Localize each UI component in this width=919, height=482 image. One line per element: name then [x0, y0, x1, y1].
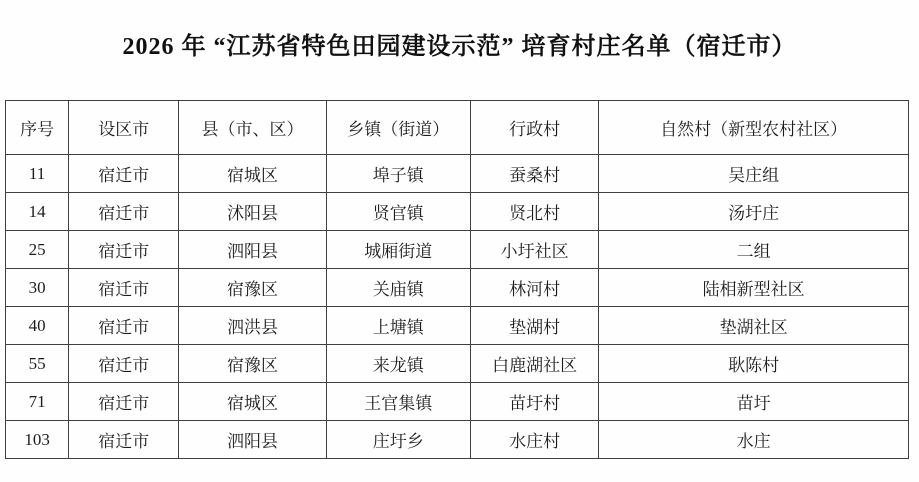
table-cell: 来龙镇 — [326, 345, 470, 383]
table-cell: 蚕桑村 — [471, 155, 599, 193]
table-cell: 埠子镇 — [326, 155, 470, 193]
column-header: 自然村（新型农村社区） — [599, 101, 909, 155]
table-cell: 贤官镇 — [326, 193, 470, 231]
table-cell: 宿迁市 — [69, 307, 179, 345]
table-cell: 宿迁市 — [69, 383, 179, 421]
table-cell: 宿迁市 — [69, 155, 179, 193]
table-cell: 泗阳县 — [179, 231, 326, 269]
table-cell: 贤北村 — [471, 193, 599, 231]
column-header: 行政村 — [471, 101, 599, 155]
table-row — [6, 155, 909, 193]
table-cell: 小圩社区 — [471, 231, 599, 269]
table-row — [6, 193, 909, 231]
table-cell: 垫湖村 — [471, 307, 599, 345]
table-cell: 40 — [6, 307, 69, 345]
table-row — [6, 231, 909, 269]
table-cell: 苗圩村 — [471, 383, 599, 421]
column-header: 序号 — [6, 101, 69, 155]
table-body — [6, 155, 909, 459]
table-cell: 庄圩乡 — [326, 421, 470, 459]
table-cell: 宿迁市 — [69, 269, 179, 307]
table-cell: 11 — [6, 155, 69, 193]
table-cell: 耿陈村 — [599, 345, 909, 383]
table-cell: 吴庄组 — [599, 155, 909, 193]
table-cell: 宿城区 — [179, 155, 326, 193]
table-cell: 55 — [6, 345, 69, 383]
table-cell: 25 — [6, 231, 69, 269]
table-cell: 宿迁市 — [69, 421, 179, 459]
table-row — [6, 345, 909, 383]
table-cell: 二组 — [599, 231, 909, 269]
table-cell: 苗圩 — [599, 383, 909, 421]
table-cell: 关庙镇 — [326, 269, 470, 307]
table-cell: 30 — [6, 269, 69, 307]
village-list-table — [5, 100, 909, 459]
table-cell: 宿迁市 — [69, 345, 179, 383]
table-cell: 宿城区 — [179, 383, 326, 421]
table-row — [6, 421, 909, 459]
column-header: 设区市 — [69, 101, 179, 155]
table-cell: 白鹿湖社区 — [471, 345, 599, 383]
table-cell: 宿豫区 — [179, 345, 326, 383]
table-header-row — [6, 101, 909, 155]
table-cell: 泗洪县 — [179, 307, 326, 345]
table-cell: 71 — [6, 383, 69, 421]
table-cell: 汤圩庄 — [599, 193, 909, 231]
table-cell: 14 — [6, 193, 69, 231]
table-cell: 水庄 — [599, 421, 909, 459]
table-cell: 泗阳县 — [179, 421, 326, 459]
table-cell: 陆相新型社区 — [599, 269, 909, 307]
table-cell: 水庄村 — [471, 421, 599, 459]
table-cell: 上塘镇 — [326, 307, 470, 345]
column-header: 县（市、区） — [179, 101, 326, 155]
table-cell: 王官集镇 — [326, 383, 470, 421]
column-header: 乡镇（街道） — [326, 101, 470, 155]
table-cell: 垫湖社区 — [599, 307, 909, 345]
table-cell: 城厢街道 — [326, 231, 470, 269]
table-row — [6, 269, 909, 307]
table-cell: 宿迁市 — [69, 193, 179, 231]
table-cell: 宿迁市 — [69, 231, 179, 269]
table-row — [6, 383, 909, 421]
table-cell: 林河村 — [471, 269, 599, 307]
table-cell: 宿豫区 — [179, 269, 326, 307]
table-cell: 沭阳县 — [179, 193, 326, 231]
table-cell: 103 — [6, 421, 69, 459]
table-header — [6, 101, 909, 155]
table-row — [6, 307, 909, 345]
page-title: 2026 年 “江苏省特色田园建设示范” 培育村庄名单（宿迁市） — [122, 34, 797, 60]
